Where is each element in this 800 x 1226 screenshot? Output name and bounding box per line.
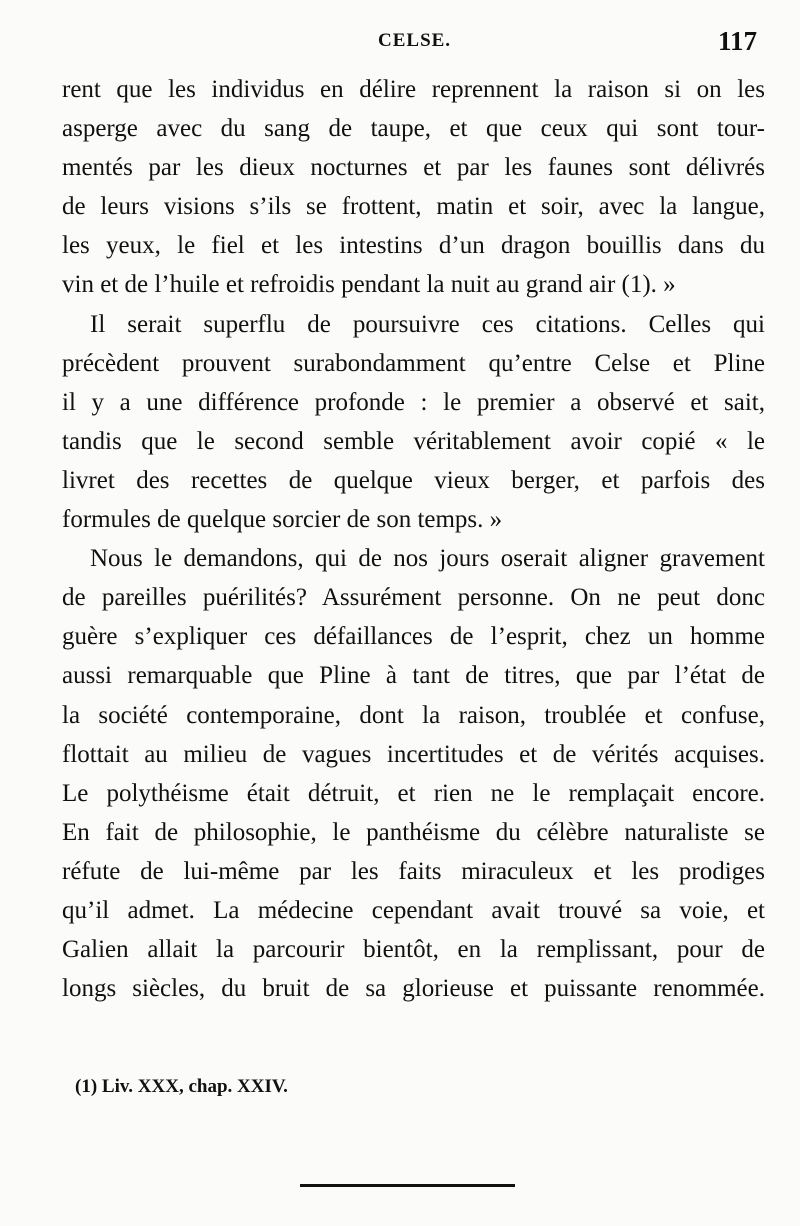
page-number: 117 xyxy=(718,26,758,56)
text-line: la société contemporaine, dont la raison, troublée et confuse, xyxy=(62,701,765,729)
text-line: asperge avec du sang de taupe, et que ceux qui sont tour- xyxy=(62,115,765,143)
text-line: flottait au milieu de vagues incertitudes et de vérités acquises. xyxy=(62,740,765,768)
text-line: aussi remarquable que Pline à tant de titres, que par l’état de xyxy=(62,662,765,690)
text-line: tandis que le second semble véritablement avoir copié « le xyxy=(62,427,765,455)
footnote: (1) Liv. XXX, chap. XXIV. xyxy=(75,1076,288,1097)
text-line: mentés par les dieux nocturnes et par les faunes sont délivrés xyxy=(62,154,765,182)
running-head xyxy=(0,26,800,60)
text-line: qu’il admet. La médecine cependant avait trouvé sa voie, et xyxy=(62,896,765,924)
text-line: vin et de l’huile et refroidis pendant la nuit au grand air (1). » xyxy=(62,271,676,299)
text-line: il y a une différence profonde : le premier a observé et sait, xyxy=(62,388,765,416)
text-line: rent que les individus en délire reprennent la raison si on les xyxy=(62,76,765,103)
text-line: Galien allait la parcourir bientôt, en la remplissant, pour de xyxy=(62,936,765,964)
text-line: Nous le demandons, qui de nos jours oserait aligner gravement xyxy=(90,545,765,573)
text-line: de leurs visions s’ils se frottent, matin et soir, avec la langue, xyxy=(62,193,765,221)
text-line: longs siècles, du bruit de sa glorieuse et puissante renommée. xyxy=(62,975,765,1003)
section-divider xyxy=(300,1184,515,1187)
text-line: Il serait superflu de poursuivre ces citations. Celles qui xyxy=(90,310,765,338)
text-line: de pareilles puérilités? Assurément personne. On ne peut donc xyxy=(62,584,765,612)
text-line: formules de quelque sorcier de son temps. » xyxy=(62,506,503,534)
text-line: En fait de philosophie, le panthéisme du célèbre naturaliste se xyxy=(62,818,765,846)
text-line: Le polythéisme était détruit, et rien ne le remplaçait encore. xyxy=(62,779,765,807)
text-line: livret des recettes de quelque vieux berger, et parfois des xyxy=(62,466,765,494)
text-line: réfute de lui-même par les faits miraculeux et les prodiges xyxy=(62,857,765,885)
text-line: guère s’expliquer ces défaillances de l’esprit, chez un homme xyxy=(62,623,765,651)
running-title: CELSE. xyxy=(378,30,452,51)
text-line: les yeux, le fiel et les intestins d’un dragon bouillis dans du xyxy=(62,232,765,260)
text-line: précèdent prouvent surabondamment qu’entre Celse et Pline xyxy=(62,349,765,377)
body-text xyxy=(62,70,765,1008)
